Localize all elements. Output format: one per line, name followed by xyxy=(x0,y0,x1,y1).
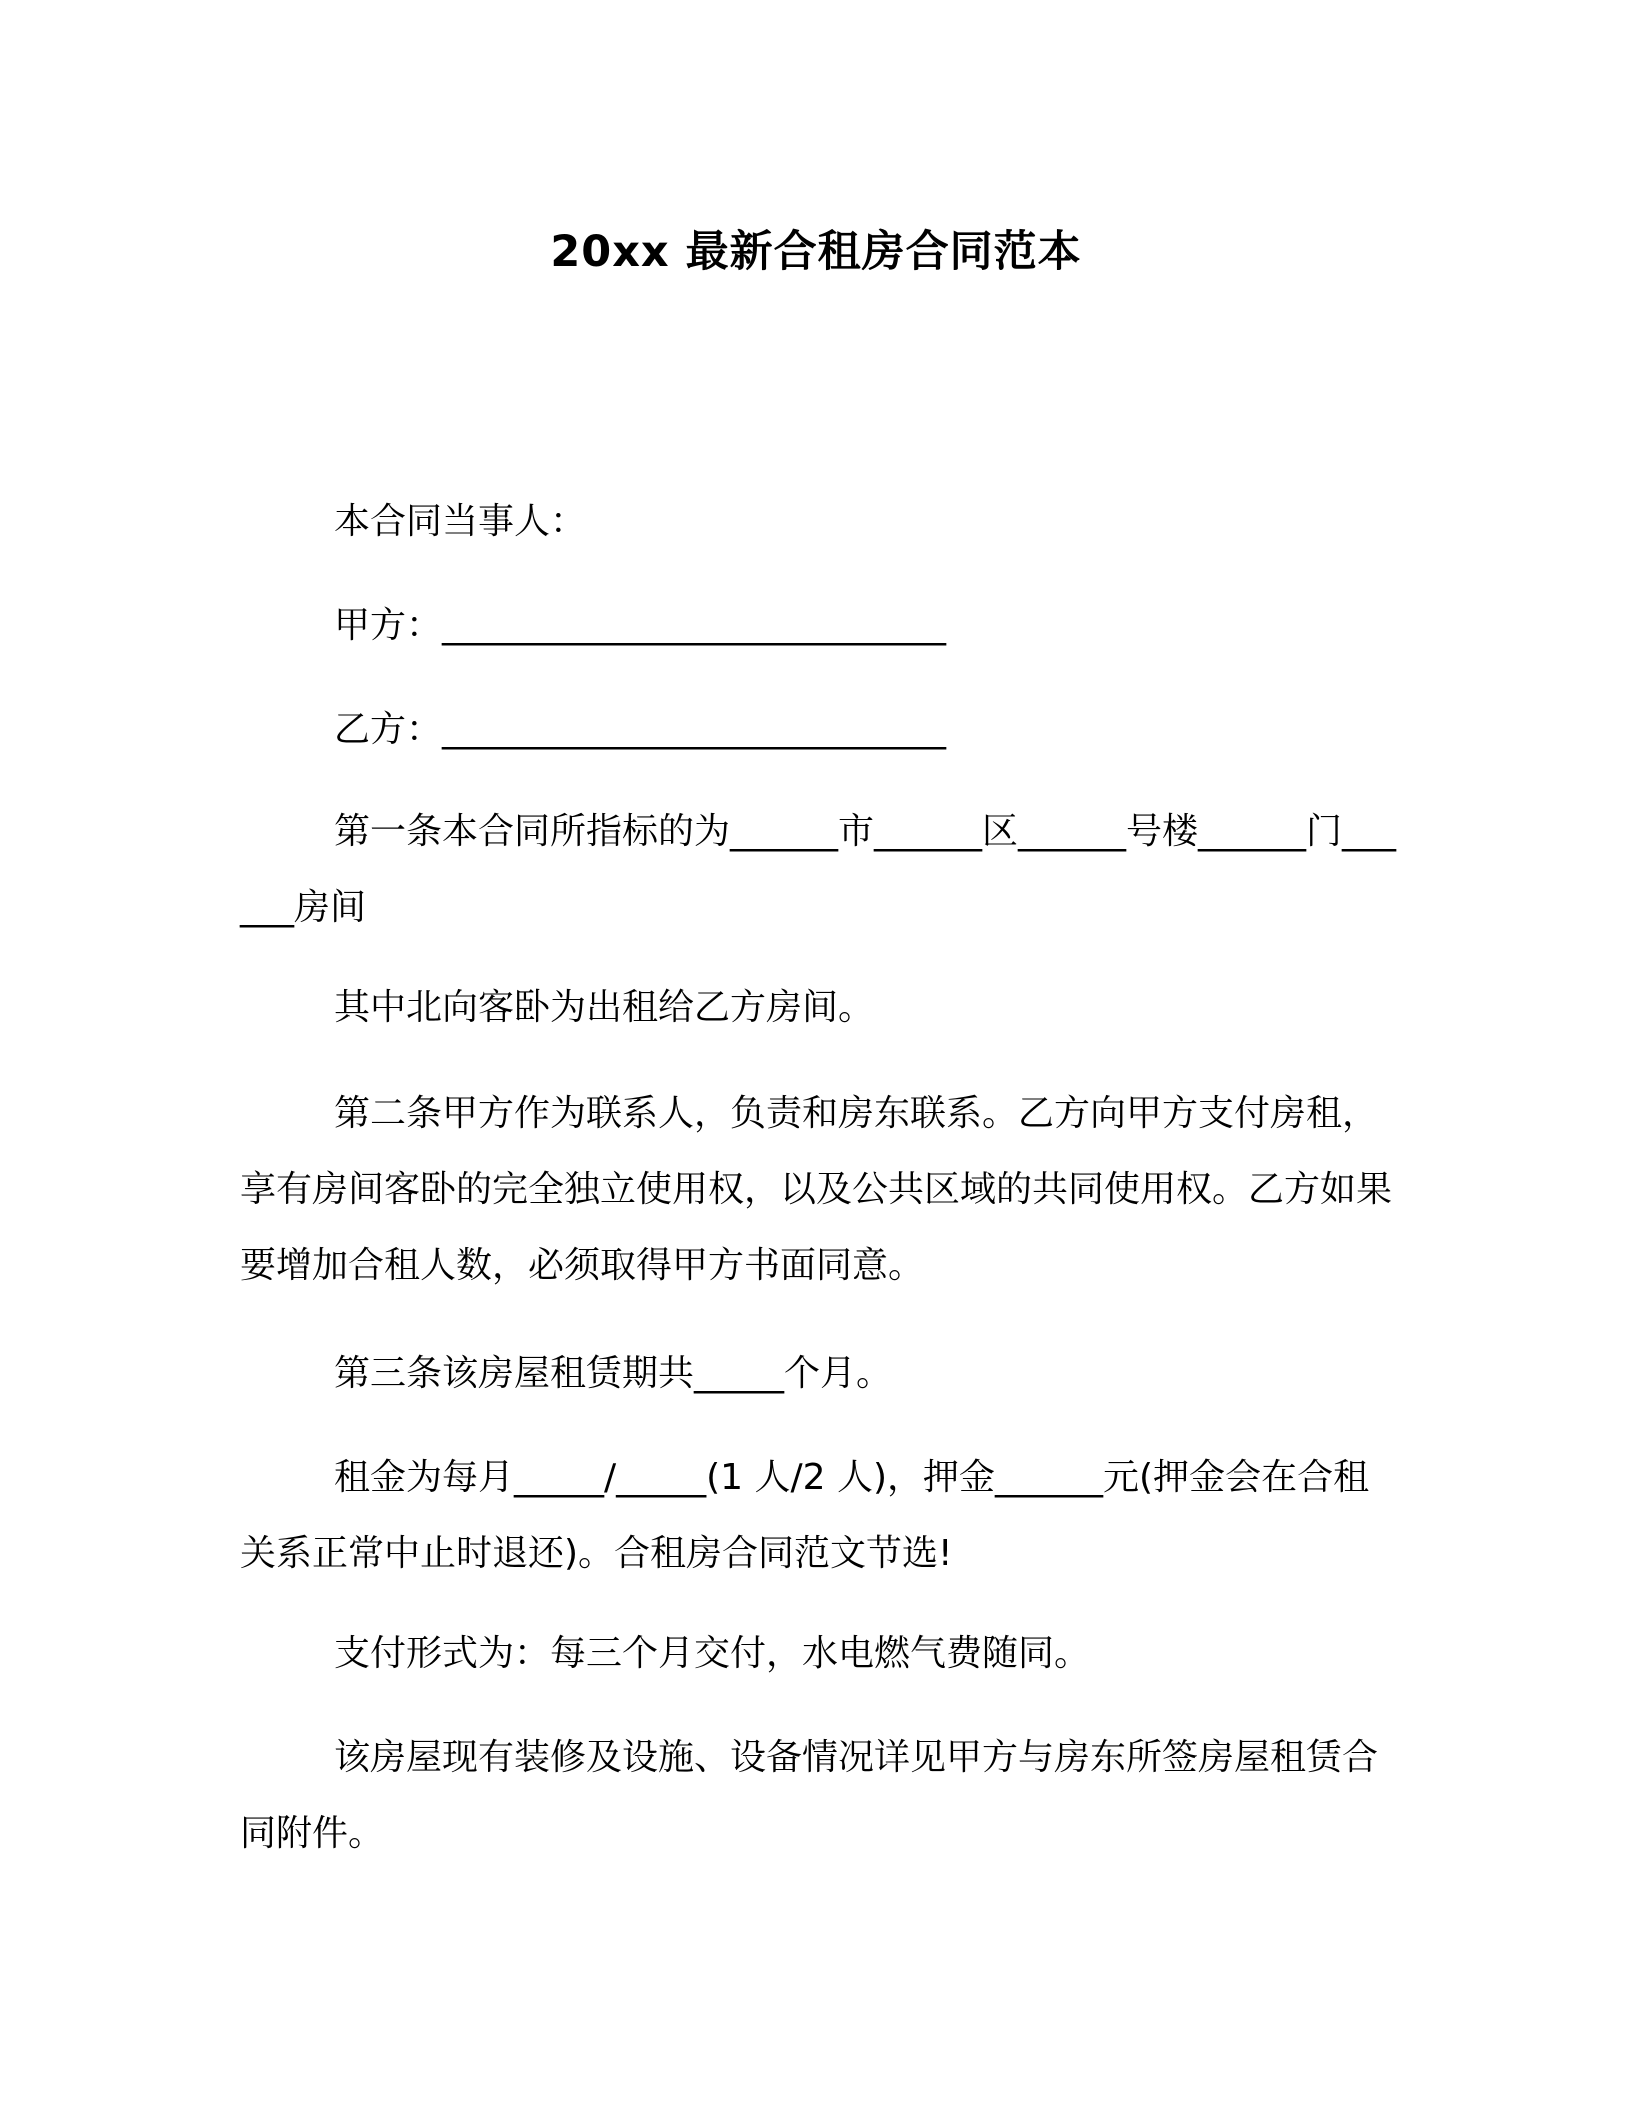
paragraph-article-1: 第一条本合同所指标的为______市______区______号楼______门______房间 xyxy=(240,811,1397,928)
paragraph-north-room: 其中北向客卧为出租给乙方房间。 xyxy=(334,987,875,1028)
paragraph-decoration: 该房屋现有装修及设施、设备情况详见甲方与房东所签房屋租赁合同附件。 xyxy=(240,1737,1379,1854)
paragraph-parties: 本合同当事人： xyxy=(334,501,587,542)
paragraph-party-b: 乙方：____________________________ xyxy=(334,709,947,750)
paragraph-party-a: 甲方：____________________________ xyxy=(334,605,947,646)
document-title: 20xx 最新合租房合同范本 xyxy=(550,227,1082,277)
paragraph-payment: 支付形式为：每三个月交付，水电燃气费随同。 xyxy=(334,1633,1091,1674)
paragraph-article-3: 第三条该房屋租赁期共_____个月。 xyxy=(334,1353,893,1394)
paragraph-article-2: 第二条甲方作为联系人，负责和房东联系。乙方向甲方支付房租，享有房间客卧的完全独立使用权，以及公共区域的共同使用权。乙方如果要增加合租人数，必须取得甲方书面同意。 xyxy=(240,1093,1393,1286)
paragraph-rent: 租金为每月_____/_____(1 人/2 人)，押金______元(押金会在合租关系正常中止时退还)。合租房合同范文节选! xyxy=(240,1457,1370,1574)
